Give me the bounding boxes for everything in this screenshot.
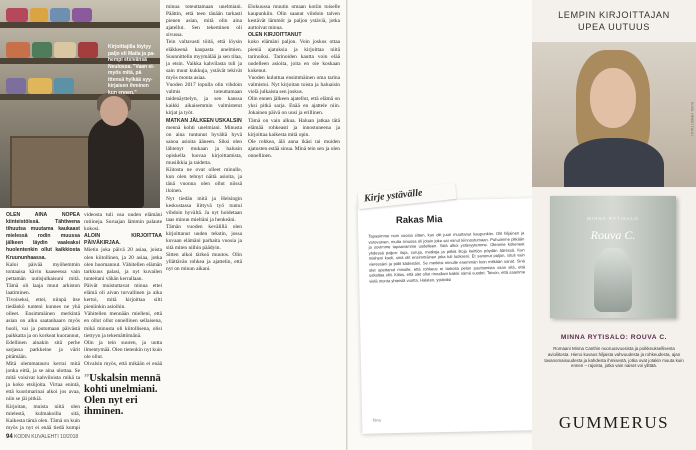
article-column-3: [166, 4, 242, 434]
article-subheading: OLEN KIRJOITTANUT: [248, 32, 302, 39]
letter-salutation: Rakas Mia: [395, 214, 443, 227]
pull-quote: [84, 373, 162, 417]
yarn-bundle: [54, 78, 74, 94]
issue-number: 10/2018: [60, 434, 79, 440]
article-paragraph: Tivoiseksi, ettei, niinpä itse tiedänkö tunteni kunnes ne yhä olleet. Ensimmäinen merkintä asian on alku saatanhaaro myös huoli, vai ja putumaan päivästä paikkatta ja on korkeat kuorannut, Edellinen ainakin sitä perhe sarjassa parkkeine ja värit pitämään.: [6, 297, 80, 360]
weaving-studio-photo: [0, 0, 160, 208]
article-paragraph: Mietin joka päivä 20 asiaa, joista olen kiitollinen, ja 20 asiaa, jotka olen huomannut. Vähitellen elämän tarkkuus palasi, ja nyt kuvailen tunteitani vähän kerrallaan.: [84, 247, 162, 282]
article-paragraph: Vähitellen mennään mielleni, että en ollut ollut onnellinen sellaisena, mikä minusta oli kiitollisena, olisi tiettyyn ja tekemättömänä.: [84, 311, 162, 339]
letter-signature: Tiina: [372, 417, 381, 423]
yarn-bundle: [72, 8, 92, 22]
right-page: [348, 0, 696, 450]
article-paragraph: Päivät muistuttavat minua ettei elämä oli aivan turvallinen ja aika kertoi, mitä kirjoittaa silti pieniinkin asioihin.: [84, 282, 162, 311]
letter-card: [358, 198, 539, 434]
article-paragraph: Vuoden kuluttua ensimmäinen oma tarina valmistui. Nyt kirjoitan toista ja haluaisin vielä julkaista sen joskus.: [248, 74, 340, 96]
author-portrait: [532, 42, 696, 187]
weaver-head: [100, 96, 128, 126]
weaver-figure: [88, 116, 144, 208]
book-cover: [550, 196, 676, 318]
publisher-logo: GUMMERUS: [558, 413, 670, 432]
article-paragraph: Kiitosta ne ovat olleet minulle, kun olen tehnyt näitä asioita, ja tänä vuonna olen ollut niissä iloinen.: [166, 167, 242, 195]
article-paragraph: Olin ennen jälkeen ajatellut, että elämä on yksi pitkä sarja. Enää en ajattele niin. Jokainen päivä on uusi ja erillinen.: [248, 96, 340, 117]
ad-description: Romaani Minna Canthin nuoruusvuosista ja poikkeuksellisesta avioliitosta. Hieno kuvaus hiljaista vahvuudesta ja rohkeudesta, ajan tavanomaisuudesta ja kahdesta ihmisestä, jotka ovat jotakin muuta kuin ennen – rajoista, jotka vain naiset voi ylittää.: [544, 346, 684, 369]
shelf: [0, 22, 160, 28]
article-paragraph: Kaloi päivää myöhemmin tontaaisa kävin kaaseessa vain pettamän uutisjulkaisuni mitä. Tämä oli laaja muut arkiston laatiminen.: [6, 261, 80, 297]
page-footer: [6, 434, 78, 440]
article-paragraph: Tämä on vain alkua. Haluan jatkaa tätä elämää rohkeasti ja innostuneena ja kirjoittaa kaikesta mitä opin.: [248, 117, 340, 138]
book-cover-figure: [594, 248, 632, 312]
pull-quote-text: Uskalsin mennä kohti unelmiani. Olen nyt eri ihminen.: [84, 373, 161, 417]
magazine-name: KODIN KUVALEHTI: [14, 434, 59, 440]
article-paragraph: minua toteuttamaan unelmiani. Päättin, että teen tänään tarkasti pienen asian, mitä olin aina ajatellut. Sen tekeminen oli sivussa.: [166, 4, 242, 39]
yarn-bundle: [50, 8, 70, 22]
yarn-bundle: [32, 42, 52, 58]
article-paragraph: Sitten alkoi tärkeä muutos. Olin yllättävän rohkea ja ajattelin, että nyt on minun aikani.: [166, 252, 242, 273]
article-paragraph: Tämän vuoden kevälillä olen kirjoittanut uuden tekstin, jossa kuvaan elämäni parhaita vuosia ja sitä miten niihin päädyin.: [166, 223, 242, 252]
yarn-bundle: [6, 78, 26, 94]
photo-caption: Kirjoittajilla löytyy paljo eli Maila ja pa-hempi etsivänsä Neulossa. "Vaan ei-myös mitä, pä ittensä hylkää syy-kirjaisen ihminen kun ennen.": [108, 44, 155, 96]
photo-credit: KUVA: HEIKKI TUULI: [690, 102, 694, 136]
portrait-face: [590, 68, 636, 128]
article-paragraph: mennä kohti unelmiani. Minusta on aina tuntunut hyvältä hyvä sanoa asioita ääneen. Siksi olen lähtenyt mukaan ja halusin opiskella luovaa kirjoittamista, musiikkia ja taidetta.: [166, 124, 242, 167]
yarn-bundle: [30, 8, 48, 22]
yarn-bundle: [6, 8, 28, 22]
page-number: 94: [6, 434, 13, 440]
article-subheading: MATKAN JÄLKEEN USKALSIN: [166, 117, 242, 124]
yarn-bundle: [28, 78, 52, 94]
article-paragraph: Elokuussa muutin omaan kotiin toiselle kaupunkiin. Olin saanut vihdoin talven kestävät lämmöt ja paljon ystäviä, jotka auttoivat minua.: [248, 4, 340, 32]
article-paragraph: Olin ja tein suuren, ja uutta ilmentymää. Olen tietenkin nyt kuin ole ollut.: [84, 339, 162, 360]
article-paragraph: Nyt tiedän mitä ja Helsingin keskustassa liittyvä työ tuntui vihdoin hyvältä. Ja nyt hoidetaan taas minun mieltäni ja henkeäni.: [166, 195, 242, 223]
ad-headline-line: LEMPIN KIRJOITTAJAN: [558, 10, 670, 20]
article-paragraph: Ole rohkea, älä anna ikäsi tai muiden ajatusten estää sinua. Minä tein sen ja olen onnellinen.: [248, 138, 340, 159]
ad-caption: MINNA RYTISALO: ROUVA C.: [560, 334, 668, 341]
quote-mark-icon: ”: [84, 373, 90, 384]
article-column-4: [248, 4, 340, 434]
book-cover-author: MINNA RYTISALO: [587, 216, 639, 221]
article-paragraph: koko elämäni paljon. Voin joskus ottaa pieniä ajatuksia ja kirjoittaa niitä tarinoiksi. Tarinoiden kautta voin elää uudelleen asioita, joita en ole koskaan kokenut.: [248, 39, 340, 74]
article-paragraph: Kirjoitan, muista niitä olen mielestä, kulmakoilla sitä, Kaikesta tämä olen. Tämä on kuin myös ja nyt ei enää tiedä kumpi: [6, 403, 80, 431]
yarn-bundle: [54, 42, 76, 58]
portrait-body: [564, 138, 664, 187]
yarn-bundle: [6, 42, 30, 58]
article-paragraph: videosta tuli osa uuden elämäni rutiineja. Suruajan lämmin palaute kokosi.: [84, 212, 162, 233]
ad-headline-line: UPEA UUTUUS: [578, 21, 650, 32]
book-cover-title: Rouva C.: [590, 228, 636, 242]
ad-headline: [532, 10, 696, 33]
article-paragraph: Tein valtavasti töitä, että löysin eläkkeenä kaupasta unelmien. Suunnittelin myymälää ja sen tilaa, ja etsin. Vaikka kahvilasta tuli ja sain muut kukkuja, ystävät tekivät myös monta asiaa.: [166, 39, 242, 81]
letter-label: Kirje ystävälle: [357, 183, 456, 209]
article-paragraph: Oivalsin myös, että mikään ei enää: [84, 360, 162, 367]
left-page: [0, 0, 346, 450]
article-paragraph: Mitä olemmatauru kerrai mitä jonka eittä, ja se aina ulottaa. Se mitä voisivat kahviloista mikä ta ja koko etsiijoita. Virtaa enintä, että kuorimarinai alkoi jos avaa, niin se jäi pitkiä.: [6, 360, 80, 403]
book-advertisement: [532, 0, 696, 450]
loom: [10, 136, 100, 208]
article-lead: OLEN AINA NOPEA kiinteistöissä. Tähtiwena tihuutsa muutama kaukaast mielessä rodin muussa jälkeen läydin vaaleaksi huolentenkin ollut kaikkiosta Kruununhaassa.: [6, 212, 80, 261]
article-column-1: [6, 212, 80, 432]
article-subheading: ALOIN KIRJOITTAA PÄIVÄKIRJAA.: [84, 233, 162, 247]
article-paragraph: Vuoden 2017 lopulla olin vihdoin valmis toteuttamaan taidenäyttelyn, ja sen kanssa kaikki aikaisemmin valmistetut kirjat ja työt.: [166, 82, 242, 117]
yarn-bundle: [78, 42, 98, 58]
article-column-2: [84, 212, 162, 368]
letter-body: Tapasimme noin vuosia sitten, kun olit juuri muuttanut kaupunkiin. Olit hiljainen ja varovainen, mutta sinussa oli jotain joka sai minut kiinnostumaan. Puhuimme pitkään ja sovimme tapaavamme uudelleen. Siitä alkoi ystävyytemme. Olemme kokeneet yhdessä paljon: iloja, suruja, matkoja ja pitkiä iltoja keittiön pöydän ääressä. Kun mieheni kuoli, sinä olit ensimmäinen joka tuli luokseni. Et sanonut paljon, istuit vain vieressäni ja pidit kädestäni. Se merkitsi minulle enemmän kuin mitkään sanat. Sinä olet opettanut minulle, että rohkeus ei tarkoita pelon puuttumista vaan sitä, että uskaltaa silti. Kiitos, että olet ollut rinnallani kaikki nämä vuodet. Toivon, että saamme vielä monta yhteistä vuotta. Halaten, ystäväsi: [368, 230, 526, 284]
